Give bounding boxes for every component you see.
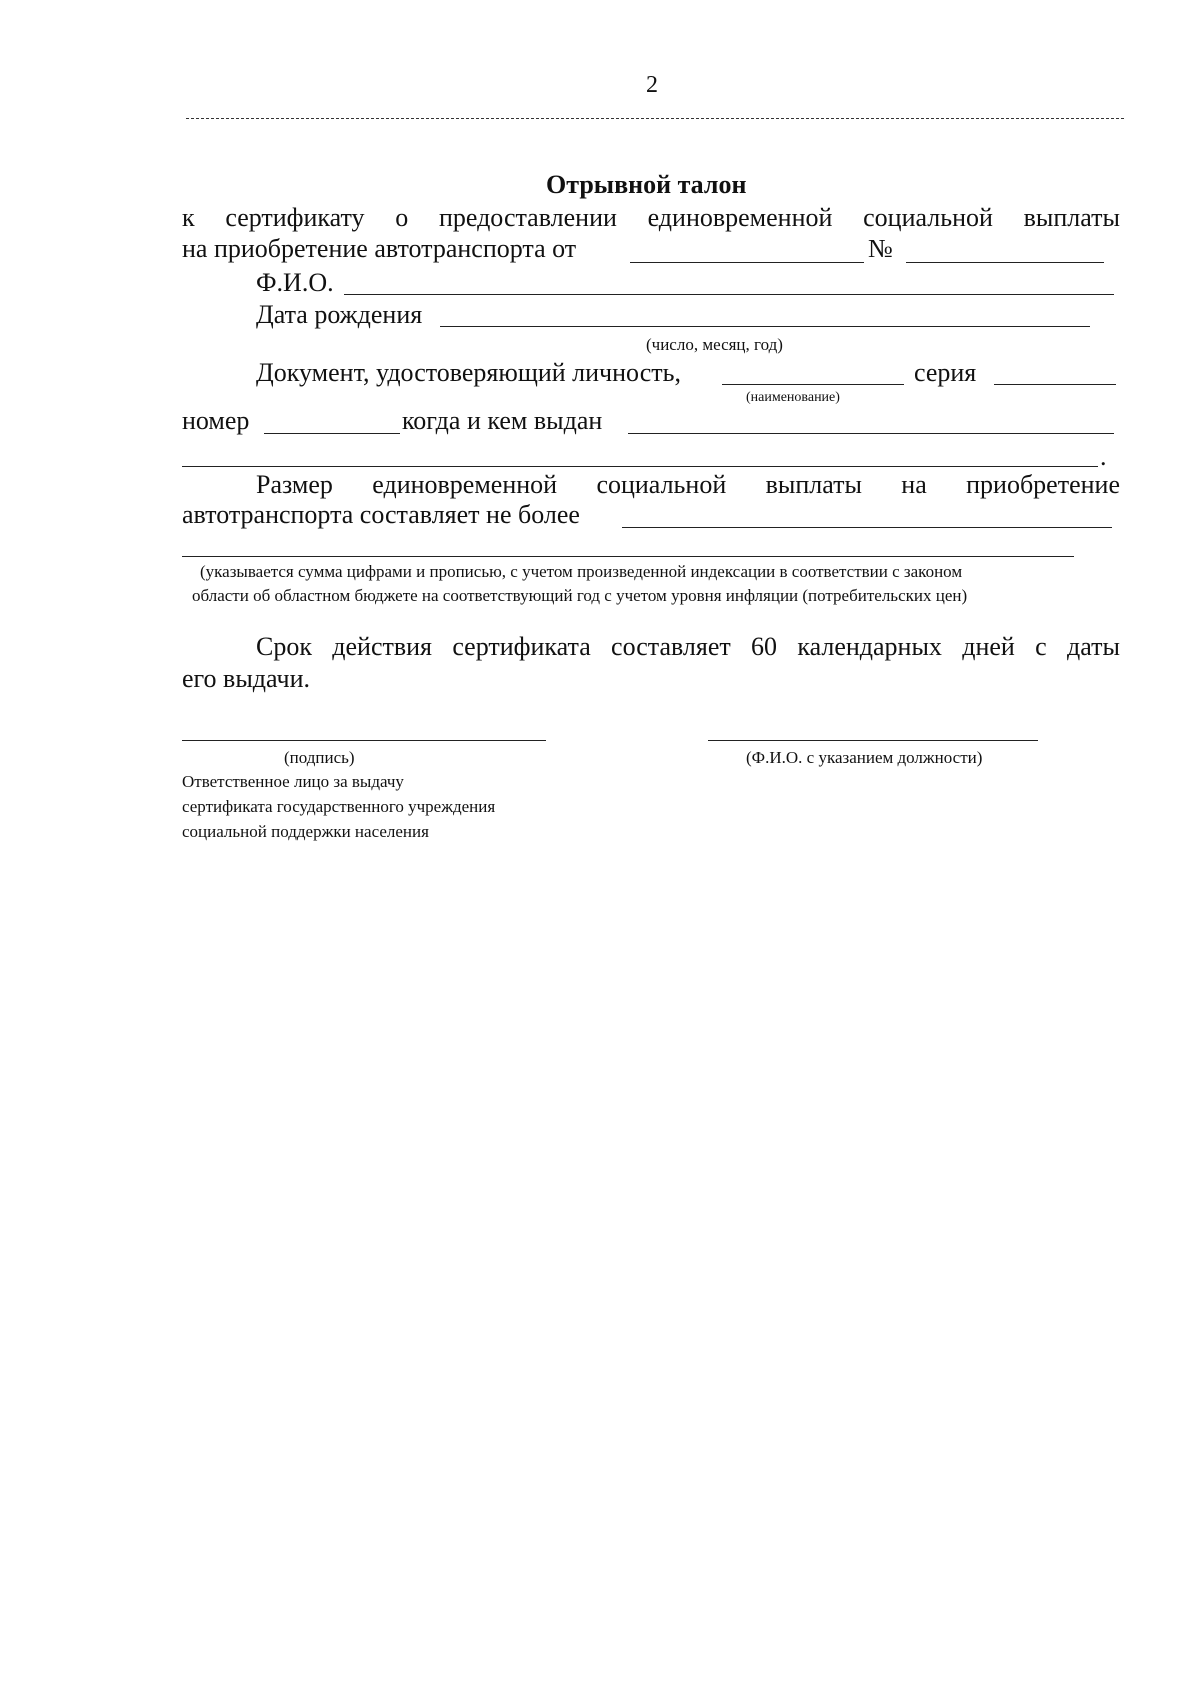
amount-word: на (901, 470, 927, 499)
validity-line-1 (256, 632, 1120, 662)
intro-line-2: на приобретение автотранспорта от (182, 234, 577, 263)
birth-date-hint: (число, месяц, год) (646, 335, 783, 354)
amount-word: выплаты (765, 470, 862, 499)
certificate-date-field[interactable] (630, 262, 864, 263)
doc-issued-label: когда и кем выдан (402, 406, 603, 435)
intro-word: единовременной (647, 203, 833, 232)
validity-line-2: его выдачи. (182, 664, 311, 693)
doc-series-field[interactable] (994, 384, 1116, 385)
amount-field-continued[interactable] (182, 556, 1074, 557)
amount-word: единовременной (372, 470, 558, 499)
intro-word: о (395, 203, 409, 232)
intro-word: социальной (863, 203, 993, 232)
doc-issued-field-continued[interactable] (182, 466, 1098, 467)
birth-date-field[interactable] (440, 326, 1090, 327)
signature-hint: (подпись) (284, 748, 355, 767)
period-mark: . (1100, 442, 1107, 471)
signature-field[interactable] (182, 740, 546, 741)
amount-line-2: автотранспорта составляет не более (182, 500, 580, 529)
doc-series-label: серия (914, 358, 977, 387)
amount-hint-1: (указывается сумма цифрами и прописью, с учетом произведенной индексации в соответствии с законом (200, 562, 963, 581)
identity-doc-name-field[interactable] (722, 384, 904, 385)
responsible-person-line-1: Ответственное лицо за выдачу (182, 772, 404, 791)
doc-number-label: номер (182, 406, 250, 435)
validity-word: составляет (611, 632, 731, 661)
responsible-person-line-3: социальной поддержки населения (182, 822, 429, 841)
responsible-person-line-2: сертификата государственного учреждения (182, 797, 496, 816)
official-fio-field[interactable] (708, 740, 1038, 741)
doc-number-field[interactable] (264, 433, 400, 434)
intro-word: к (182, 203, 195, 232)
validity-word: сертификата (452, 632, 591, 661)
certificate-number-field[interactable] (906, 262, 1104, 263)
intro-line-1 (182, 203, 1120, 233)
amount-hint-2: области об областном бюджете на соответствующий год с учетом уровня инфляции (потребительских цен) (192, 586, 968, 605)
coupon-title: Отрывной талон (546, 170, 747, 199)
fio-label: Ф.И.О. (256, 268, 334, 297)
amount-word: социальной (596, 470, 727, 499)
validity-word: календарных (797, 632, 942, 661)
validity-word: действия (332, 632, 433, 661)
identity-doc-label: Документ, удостоверяющий личность, (256, 358, 681, 387)
validity-word: 60 (751, 632, 778, 661)
intro-word: сертификату (225, 203, 365, 232)
doc-name-hint: (наименование) (746, 390, 840, 405)
amount-line-1 (256, 470, 1120, 500)
validity-word: даты (1066, 632, 1120, 661)
intro-word: выплаты (1023, 203, 1120, 232)
validity-word: с (1035, 632, 1047, 661)
doc-issued-field[interactable] (628, 433, 1114, 434)
fio-field[interactable] (344, 294, 1114, 295)
number-sign: № (868, 234, 893, 263)
birth-date-label: Дата рождения (256, 300, 423, 329)
official-fio-hint: (Ф.И.О. с указанием должности) (746, 748, 983, 767)
amount-word: Размер (256, 470, 333, 499)
page-number: 2 (646, 72, 658, 98)
cut-line (186, 118, 1124, 119)
amount-word: приобретение (966, 470, 1120, 499)
amount-field[interactable] (622, 527, 1112, 528)
validity-word: дней (962, 632, 1015, 661)
intro-word: предоставлении (438, 203, 617, 232)
validity-word: Срок (256, 632, 312, 661)
